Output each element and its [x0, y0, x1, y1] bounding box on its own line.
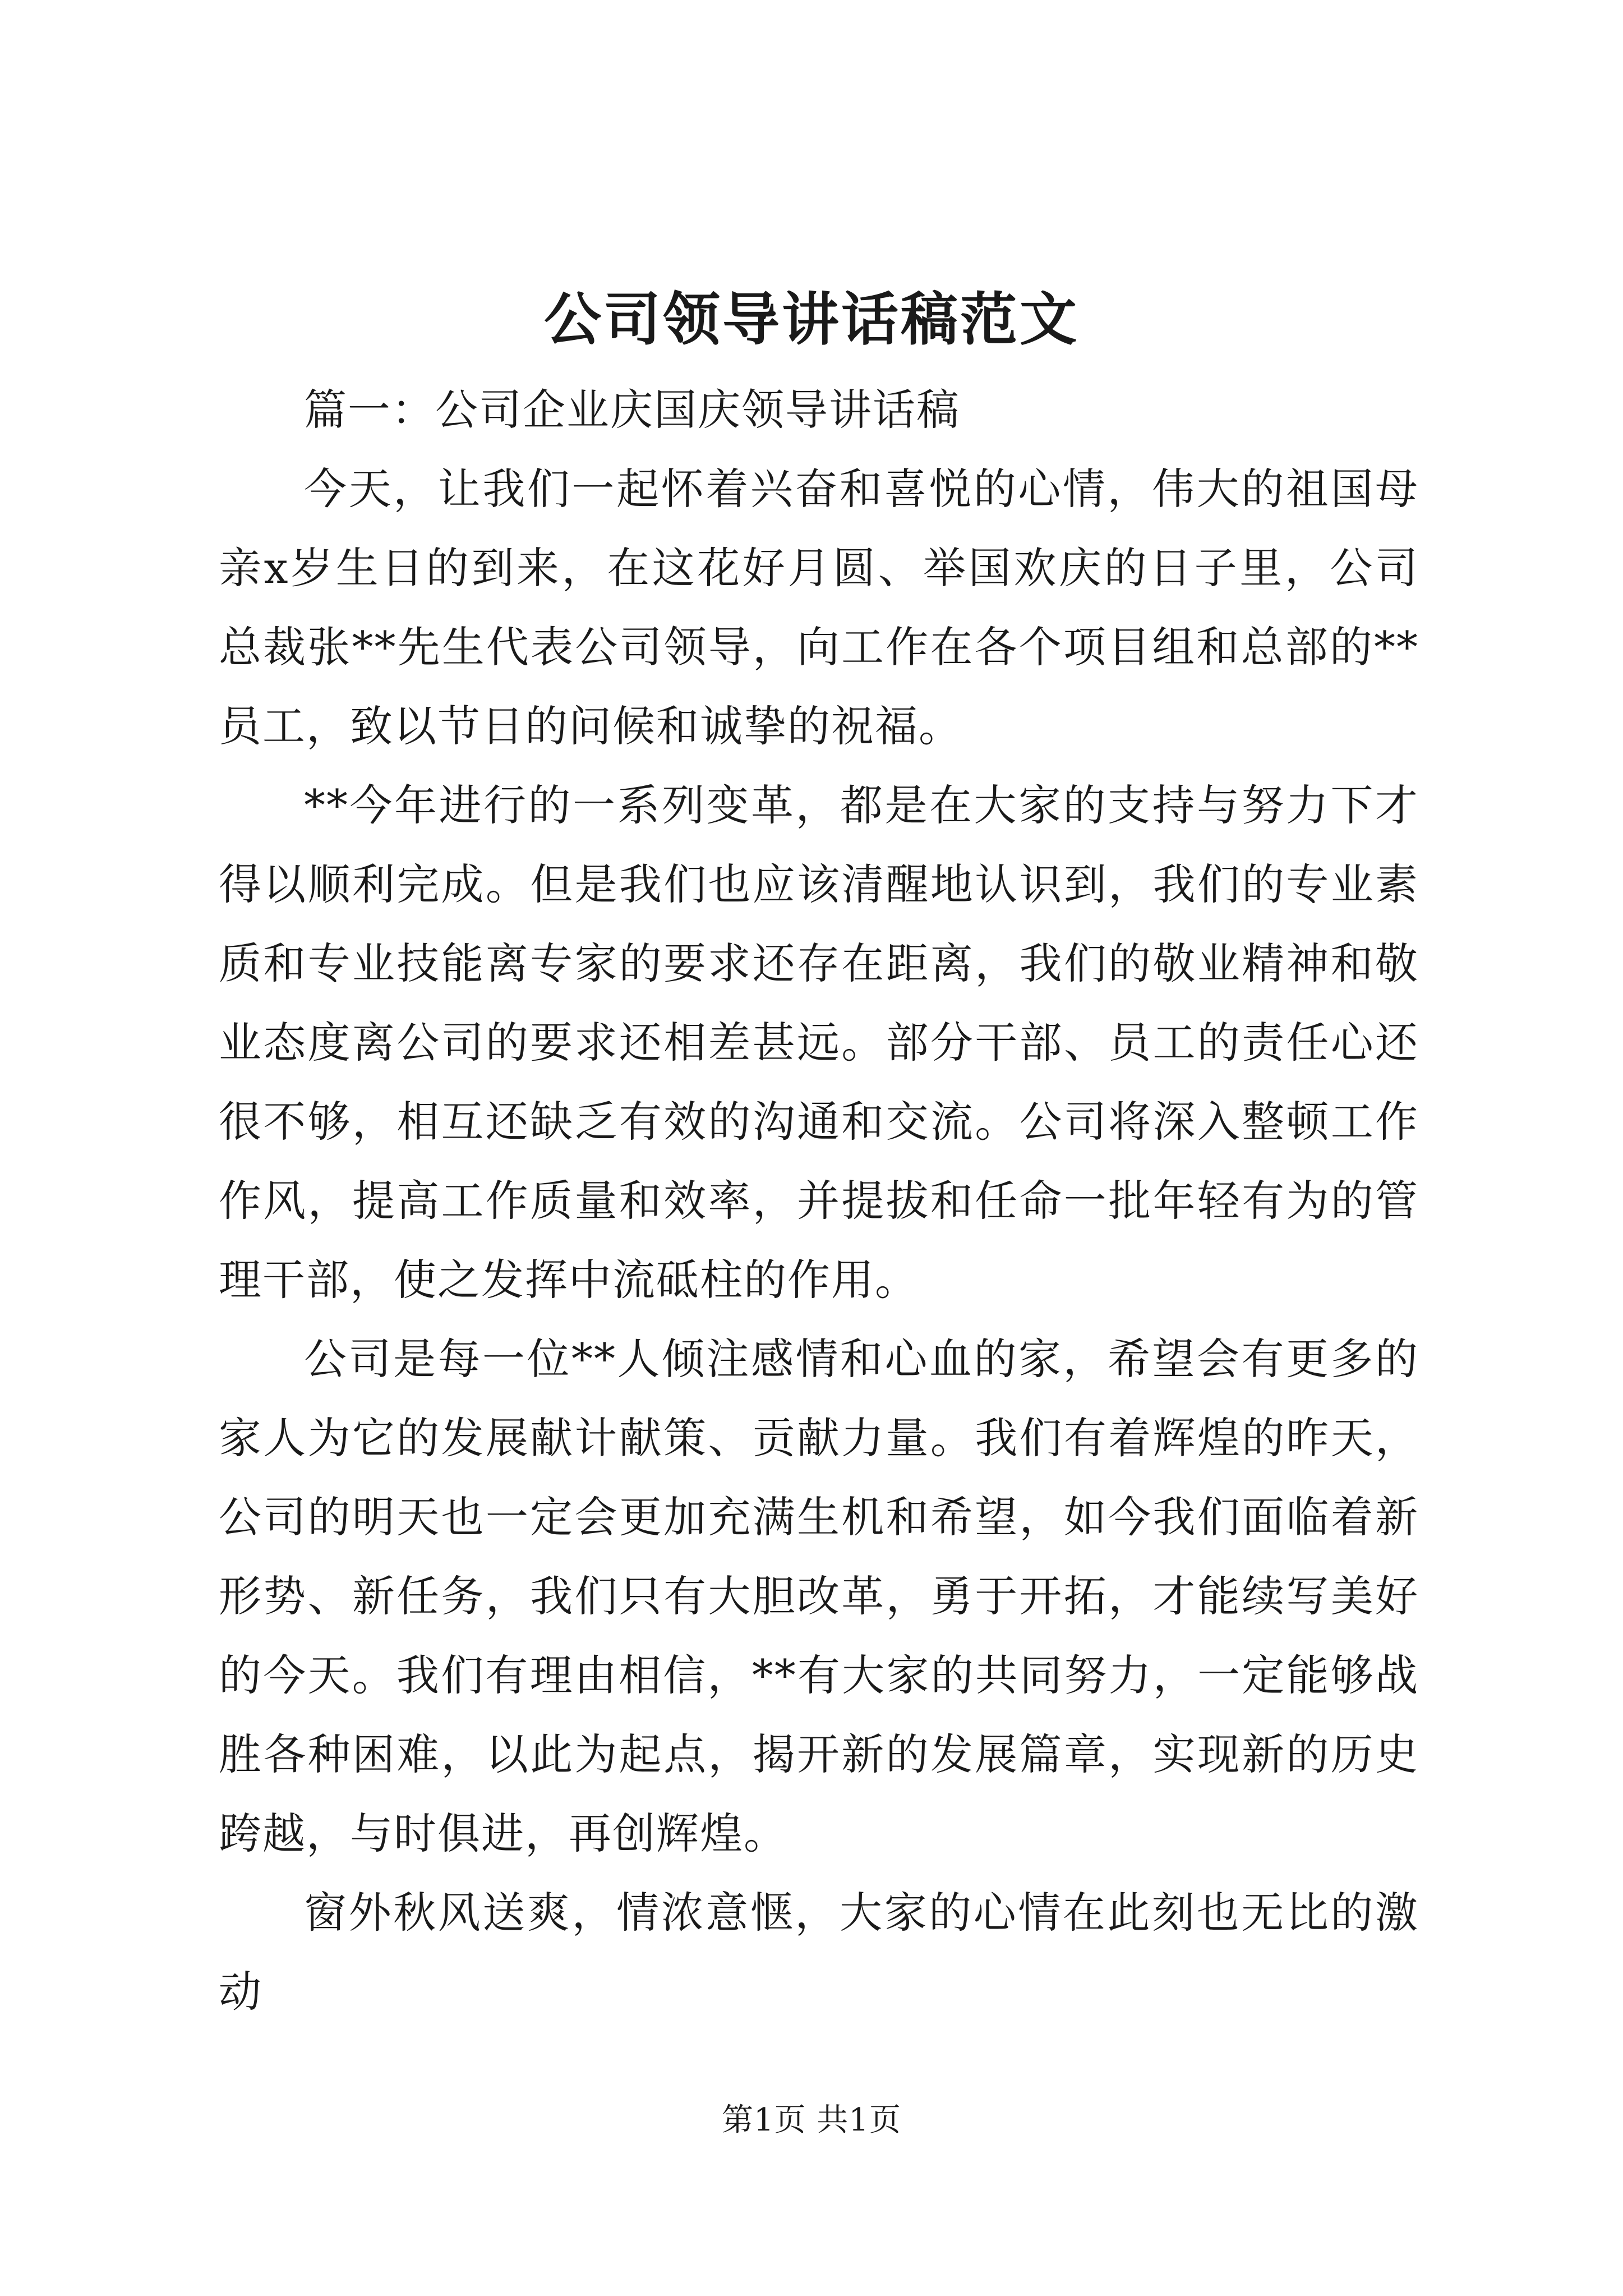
paragraph-4: 窗外秋风送爽，情浓意惬，大家的心情在此刻也无比的激动: [219, 1888, 1419, 2017]
paragraph-3: 公司是每一位**人倾注感情和心血的家，希望会有更多的家人为它的发展献计献策、贡献力量。我们有着辉煌的昨天，公司的明天也一定会更加充满生机和希望，如今我们面临着新形势、新任务，我们只有大胆改革，勇于开拓，才能续写美好的今天。我们有理由相信，**有大家的共同努力，一定能够战胜各种困难，以此为起点，揭开新的发展篇章，实现新的历史跨越，与时俱进，再创辉煌。: [219, 1334, 1419, 1858]
section-heading: 篇一：公司企业庆国庆领导讲话稿: [304, 385, 960, 435]
paragraph-2: **今年进行的一系列变革，都是在大家的支持与努力下才得以顺利完成。但是我们也应该清醒地认识到，我们的专业素质和专业技能离专家的要求还存在距离，我们的敬业精神和敬业态度离公司的要求还相差甚远。部分干部、员工的责任心还很不够，相互还缺乏有效的沟通和交流。公司将深入整顿工作作风，提高工作质量和效率，并提拔和任命一批年轻有为的管理干部，使之发挥中流砥柱的作用。: [219, 780, 1419, 1305]
document-title: 公司领导讲话稿范文: [544, 286, 1079, 353]
page-number-footer: 第1页 共1页: [721, 2102, 902, 2138]
document-body: [219, 370, 1419, 2031]
paragraph-1: 今天，让我们一起怀着兴奋和喜悦的心情，伟大的祖国母亲x岁生日的到来，在这花好月圆、举国欢庆的日子里，公司总裁张**先生代表公司领导，向工作在各个项目组和总部的**员工，致以节日的问候和诚挚的祝福。: [219, 464, 1419, 751]
